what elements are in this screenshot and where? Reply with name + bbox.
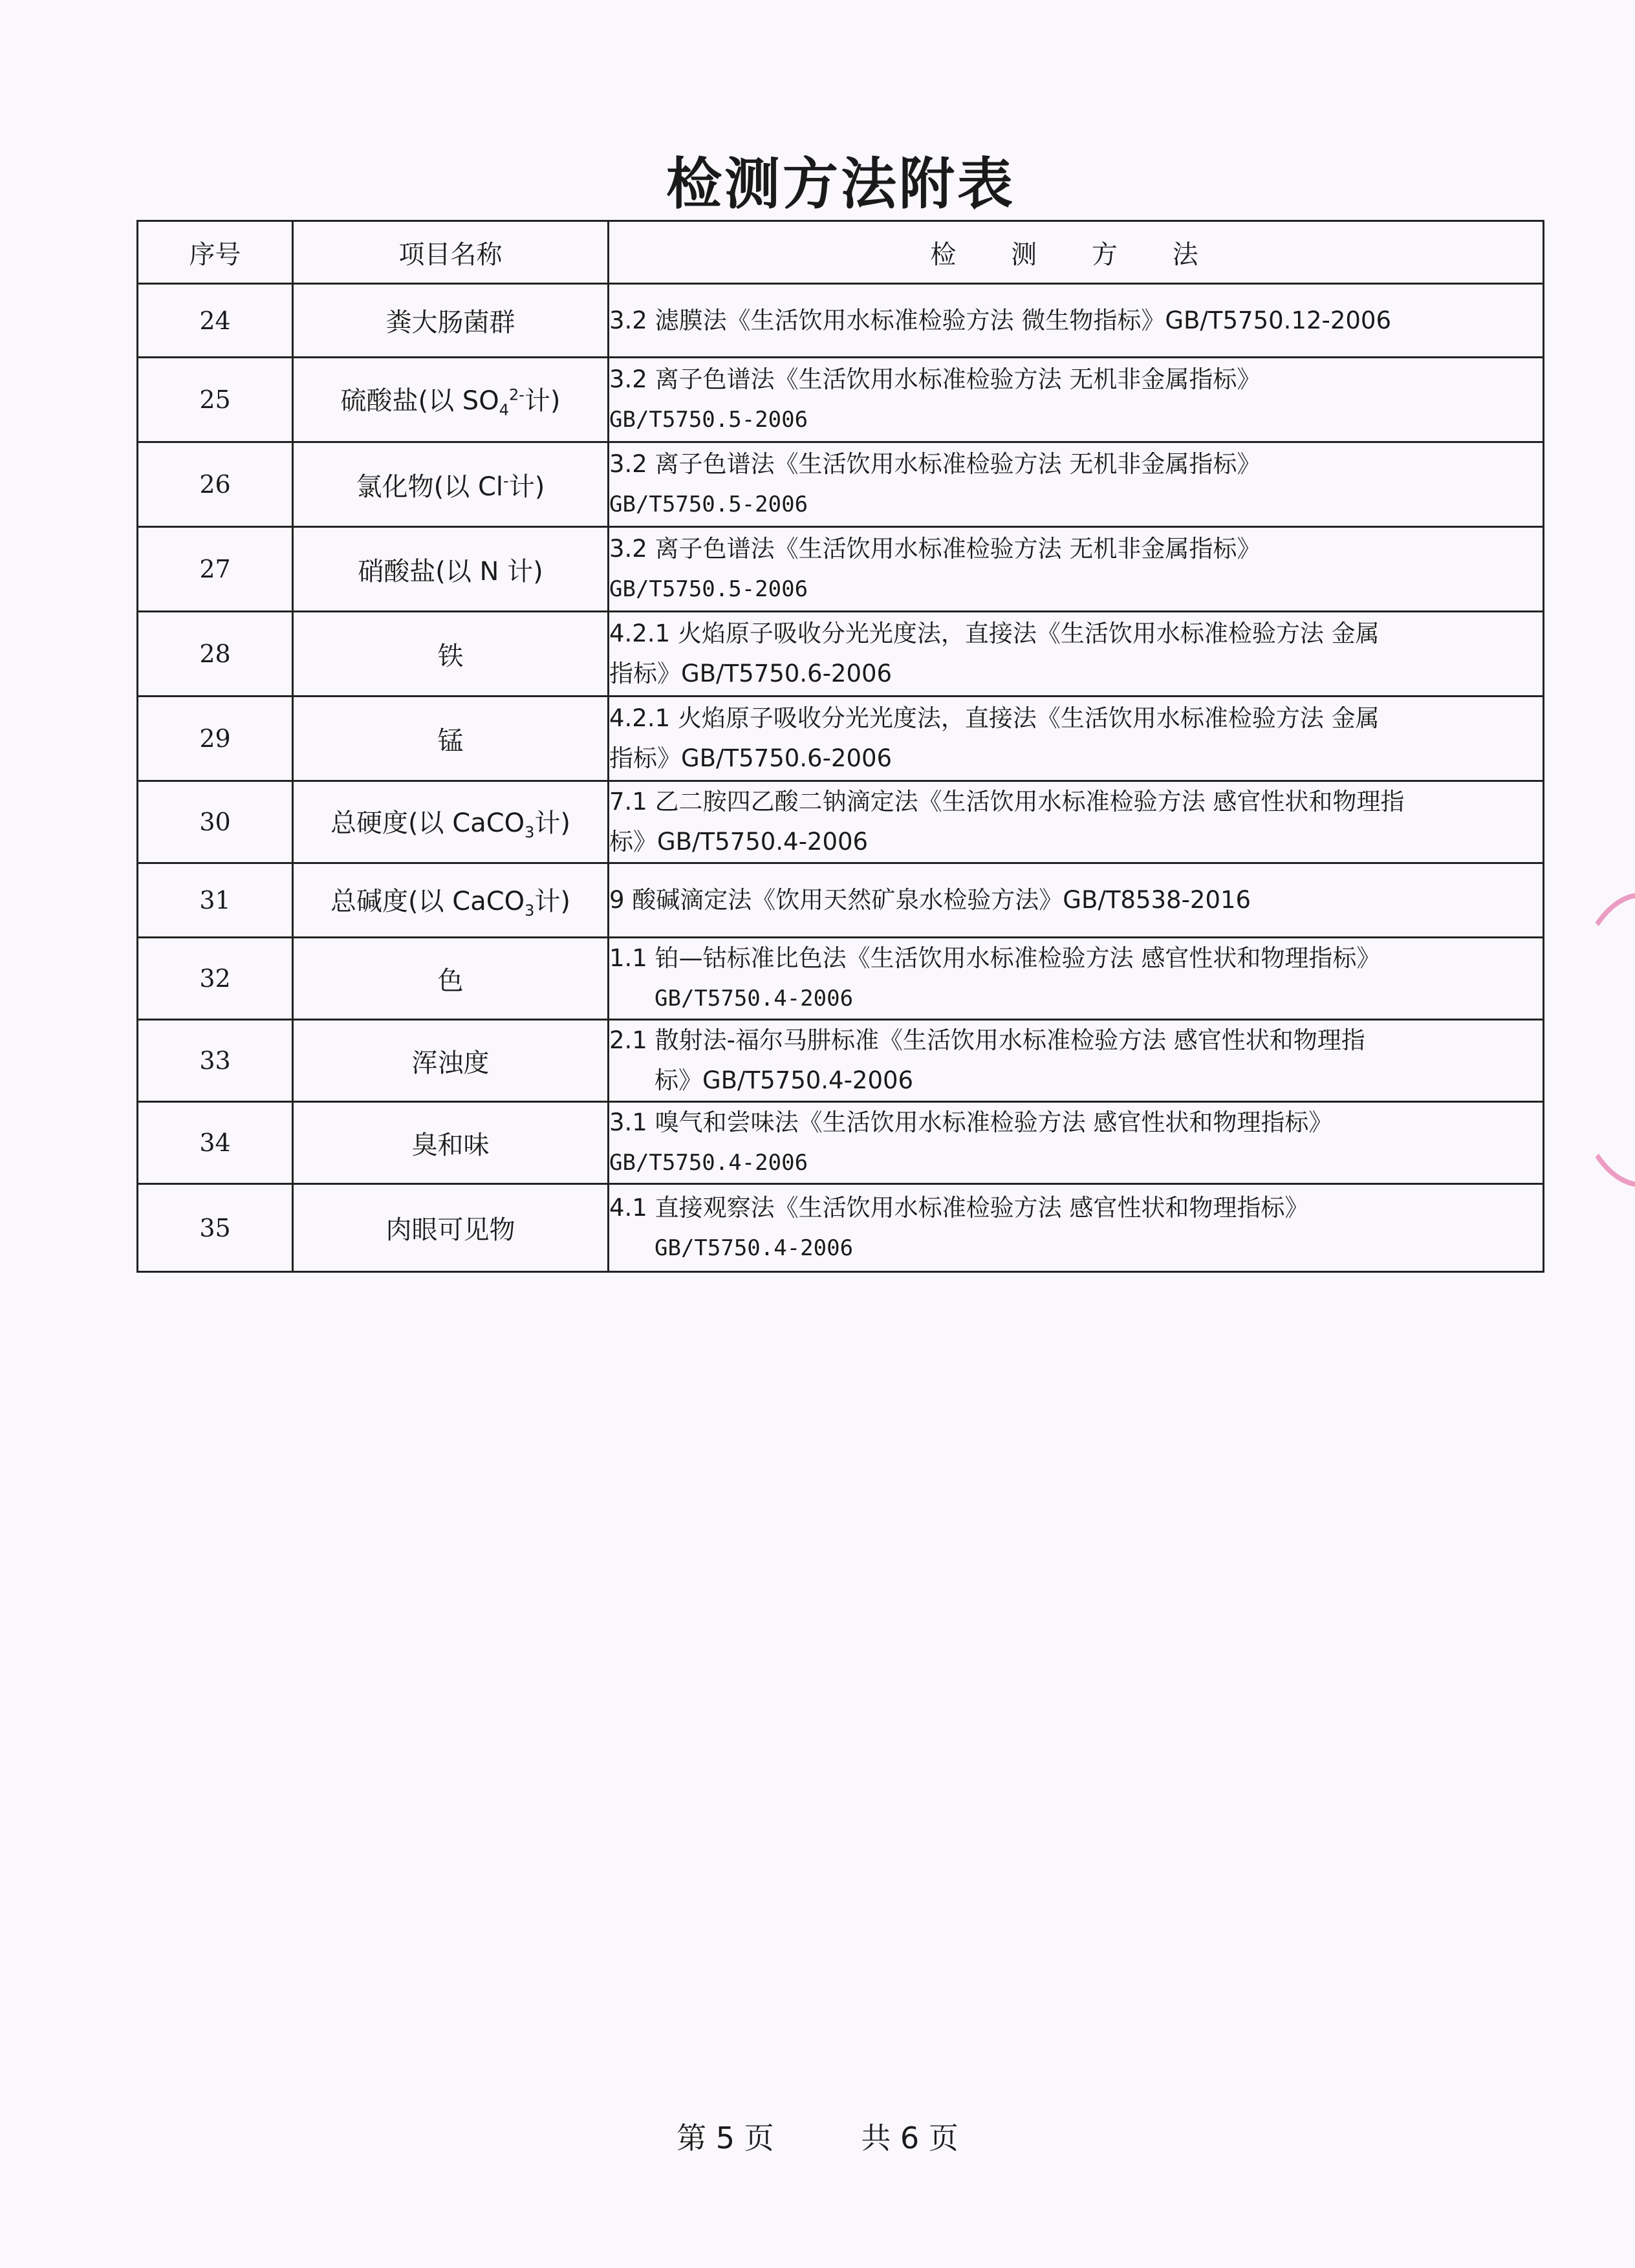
row-no: 30 xyxy=(138,781,293,863)
table-row xyxy=(138,1184,1544,1272)
method-line: 标》GB/T5750.4-2006 xyxy=(655,1066,914,1094)
table-row xyxy=(138,612,1544,697)
row-no: 33 xyxy=(138,1020,293,1102)
row-no: 32 xyxy=(138,938,293,1020)
name-text: 计) xyxy=(534,808,571,838)
name-text: 氯化物(以 Cl xyxy=(356,471,504,502)
table-row xyxy=(138,781,1544,863)
row-name: 粪大肠菌群 xyxy=(293,284,609,358)
table-row xyxy=(138,697,1544,781)
document-title: 检测方法附表 xyxy=(666,152,1015,217)
row-method xyxy=(609,1102,1544,1184)
table-header-row xyxy=(138,221,1544,284)
name-superscript: 2- xyxy=(508,385,525,404)
method-line: GB/T5750.5-2006 xyxy=(609,407,808,433)
row-method xyxy=(609,442,1544,527)
row-no: 26 xyxy=(138,442,293,527)
row-name xyxy=(293,358,609,442)
row-no: 25 xyxy=(138,358,293,442)
table-row xyxy=(138,938,1544,1020)
row-name xyxy=(293,863,609,938)
row-name: 铁 xyxy=(293,612,609,697)
page-total: 共 6 页 xyxy=(861,2121,958,2155)
table-row xyxy=(138,284,1544,358)
table-row xyxy=(138,1102,1544,1184)
row-name: 臭和味 xyxy=(293,1102,609,1184)
method-line: 3.2 离子色谱法《生活饮用水标准检验方法 无机非金属指标》 xyxy=(609,535,1261,563)
row-name xyxy=(293,781,609,863)
method-line: 指标》GB/T5750.6-2006 xyxy=(609,744,893,772)
name-text: 硫酸盐(以 SO xyxy=(340,386,499,416)
method-line: 4.2.1 火焰原子吸收分光光度法，直接法《生活饮用水标准检验方法 金属 xyxy=(609,704,1380,732)
row-no: 27 xyxy=(138,527,293,612)
method-line: GB/T5750.5-2006 xyxy=(609,491,808,517)
method-line: 标》GB/T5750.4-2006 xyxy=(609,828,869,856)
row-method xyxy=(609,358,1544,442)
row-method xyxy=(609,1020,1544,1102)
name-subscript: 4 xyxy=(499,401,509,419)
header-no: 序号 xyxy=(138,221,293,284)
method-line: GB/T5750.5-2006 xyxy=(609,576,808,602)
method-line: 3.2 离子色谱法《生活饮用水标准检验方法 无机非金属指标》 xyxy=(609,365,1261,393)
table-row xyxy=(138,358,1544,442)
row-method xyxy=(609,1184,1544,1272)
method-line: 4.1 直接观察法《生活饮用水标准检验方法 感官性状和物理指标》 xyxy=(609,1193,1309,1222)
header-method: 检 测 方 法 xyxy=(609,221,1544,284)
row-no: 34 xyxy=(138,1102,293,1184)
row-method xyxy=(609,284,1544,358)
method-line: 3.2 离子色谱法《生活饮用水标准检验方法 无机非金属指标》 xyxy=(609,450,1261,478)
table-row xyxy=(138,527,1544,612)
row-method xyxy=(609,863,1544,938)
row-no: 29 xyxy=(138,697,293,781)
name-text: 总碱度(以 CaCO xyxy=(330,887,525,916)
row-name: 硝酸盐(以 N 计) xyxy=(293,527,609,612)
row-name: 浑浊度 xyxy=(293,1020,609,1102)
table-row xyxy=(138,442,1544,527)
name-subscript: 3 xyxy=(525,902,535,920)
row-method xyxy=(609,697,1544,781)
table-row xyxy=(138,1020,1544,1102)
row-no: 35 xyxy=(138,1184,293,1272)
page-footer xyxy=(0,2115,1635,2157)
row-method xyxy=(609,781,1544,863)
row-method xyxy=(609,938,1544,1020)
method-line: GB/T5750.4-2006 xyxy=(655,986,854,1011)
method-line: 3.2 滤膜法《生活饮用水标准检验方法 微生物指标》GB/T5750.12-2006 xyxy=(609,306,1392,334)
method-line: 3.1 嗅气和尝味法《生活饮用水标准检验方法 感官性状和物理指标》 xyxy=(609,1108,1333,1136)
method-line: GB/T5750.4-2006 xyxy=(609,1150,808,1176)
methods-table xyxy=(136,220,1544,1273)
row-no: 24 xyxy=(138,284,293,358)
name-text: 计) xyxy=(508,471,545,502)
method-line: 指标》GB/T5750.6-2006 xyxy=(609,660,893,687)
name-subscript: 3 xyxy=(525,823,535,841)
method-line: 4.2.1 火焰原子吸收分光光度法，直接法《生活饮用水标准检验方法 金属 xyxy=(609,620,1380,647)
row-no: 28 xyxy=(138,612,293,697)
row-name: 色 xyxy=(293,938,609,1020)
name-superscript: - xyxy=(503,471,509,490)
row-method xyxy=(609,612,1544,697)
header-name: 项目名称 xyxy=(293,221,609,284)
method-line: 9 酸碱滴定法《饮用天然矿泉水检验方法》GB/T8538-2016 xyxy=(609,886,1251,914)
page-number: 第 5 页 xyxy=(677,2121,774,2155)
method-line: GB/T5750.4-2006 xyxy=(655,1235,854,1261)
row-name: 肉眼可见物 xyxy=(293,1184,609,1272)
red-stamp xyxy=(1565,892,1635,1187)
name-text: 总硬度(以 CaCO xyxy=(330,808,525,838)
row-method xyxy=(609,527,1544,612)
row-name: 锰 xyxy=(293,697,609,781)
name-text: 计) xyxy=(524,386,561,416)
method-line: 1.1 铂—钴标准比色法《生活饮用水标准检验方法 感官性状和物理指标》 xyxy=(609,944,1381,972)
table-row xyxy=(138,863,1544,938)
row-name xyxy=(293,442,609,527)
row-no: 31 xyxy=(138,863,293,938)
method-line: 7.1 乙二胺四乙酸二钠滴定法《生活饮用水标准检验方法 感官性状和物理指 xyxy=(609,788,1405,815)
method-line: 2.1 散射法-福尔马肼标准《生活饮用水标准检验方法 感官性状和物理指 xyxy=(609,1026,1365,1054)
name-text: 计) xyxy=(534,887,571,916)
